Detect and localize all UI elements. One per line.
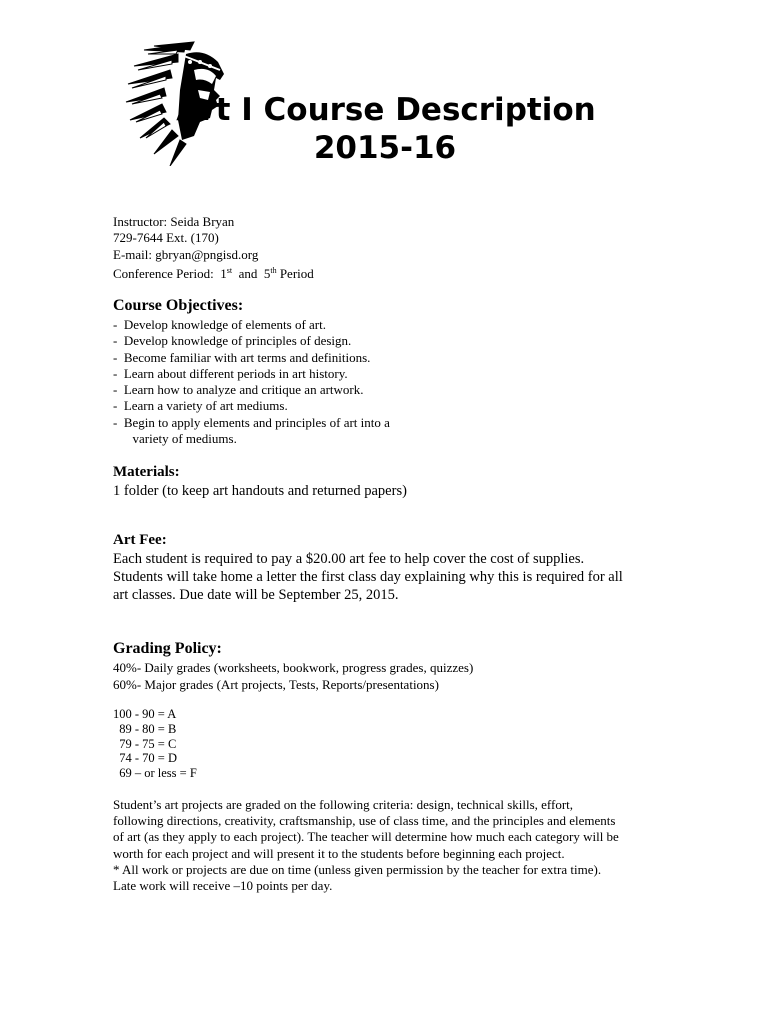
grading-scale (113, 707, 197, 781)
objectives-list (113, 317, 390, 447)
email-line: E-mail: gbryan@pngisd.org (113, 246, 259, 262)
objective-item: - Learn a variety of art mediums. (113, 398, 288, 414)
phone-line: 729-7644 Ext. (170) (113, 230, 219, 246)
materials-heading: Materials: (113, 464, 180, 480)
materials-text: 1 folder (to keep art handouts and returned papers) (113, 483, 407, 499)
grade-scale-row: 79 - 75 = C (113, 736, 177, 751)
page-title: Art I Course Description (176, 92, 596, 128)
art-fee-heading: Art Fee: (113, 532, 167, 548)
art-fee-line: Students will take home a letter the first class day explaining why this is required for all (113, 569, 623, 585)
conference-period-line (113, 263, 314, 282)
grade-scale-row: 100 - 90 = A (113, 707, 177, 721)
conference-sup-first: st (226, 265, 233, 275)
objective-item: - Learn how to analyze and critique an artwork. (113, 382, 364, 398)
grading-policy-heading: Grading Policy: (113, 640, 222, 657)
contact-info (113, 214, 314, 282)
criteria-line: following directions, creativity, craftsmanship, use of class time, and the principles and elements (113, 813, 616, 829)
conference-sup-fifth: th (270, 265, 277, 275)
objective-item: - Become familiar with art terms and definitions. (113, 349, 371, 365)
objective-item: - Develop knowledge of elements of art. (113, 317, 326, 332)
art-fee-line: Each student is required to pay a $20.00 art fee to help cover the cost of supplies. (113, 551, 585, 567)
grade-scale-row: 74 - 70 = D (113, 751, 177, 766)
art-fee-section (113, 531, 623, 604)
objective-item: - Learn about different periods in art history. (113, 365, 348, 381)
late-policy-line: Late work will receive –10 points per day. (113, 878, 333, 894)
conference-mid: and 5 (232, 265, 271, 281)
grade-weights (113, 659, 473, 693)
course-objectives-heading: Course Objectives: (113, 297, 244, 314)
materials-section (113, 463, 407, 500)
course-objectives-section (113, 296, 390, 447)
grade-weight-daily: 40%- Daily grades (worksheets, bookwork, progress grades, quizzes) (113, 660, 474, 675)
grade-scale-row: 69 – or less = F (113, 766, 197, 781)
instructor-line: Instructor: Seida Bryan (113, 214, 235, 229)
conference-prefix: Conference Period: 1 (113, 265, 227, 281)
criteria-line: Student’s art projects are graded on the following criteria: design, technical skills, effort, (113, 797, 574, 812)
objective-item: variety of mediums. (113, 431, 237, 447)
grading-policy-section (113, 639, 473, 693)
late-policy-line: * All work or projects are due on time (unless given permission by the teacher for extra time). (113, 861, 602, 877)
art-fee-line: art classes. Due date will be September 25, 2015. (113, 587, 399, 603)
page-subtitle-year: 2015-16 (313, 130, 457, 166)
grade-weight-major: 60%- Major grades (Art projects, Tests, Reports/presentations) (113, 677, 439, 692)
grade-scale-row: 89 - 80 = B (113, 721, 177, 736)
conference-suffix: Period (276, 265, 314, 281)
objective-item: - Begin to apply elements and principles of art into a (113, 414, 390, 430)
criteria-line: of art (as they apply to each project). The teacher will determine how much each category will be (113, 829, 619, 845)
objective-item: - Develop knowledge of principles of design. (113, 333, 352, 349)
criteria-line: worth for each project and will present it to the students before beginning each project. (113, 845, 565, 861)
grading-criteria (113, 797, 619, 894)
